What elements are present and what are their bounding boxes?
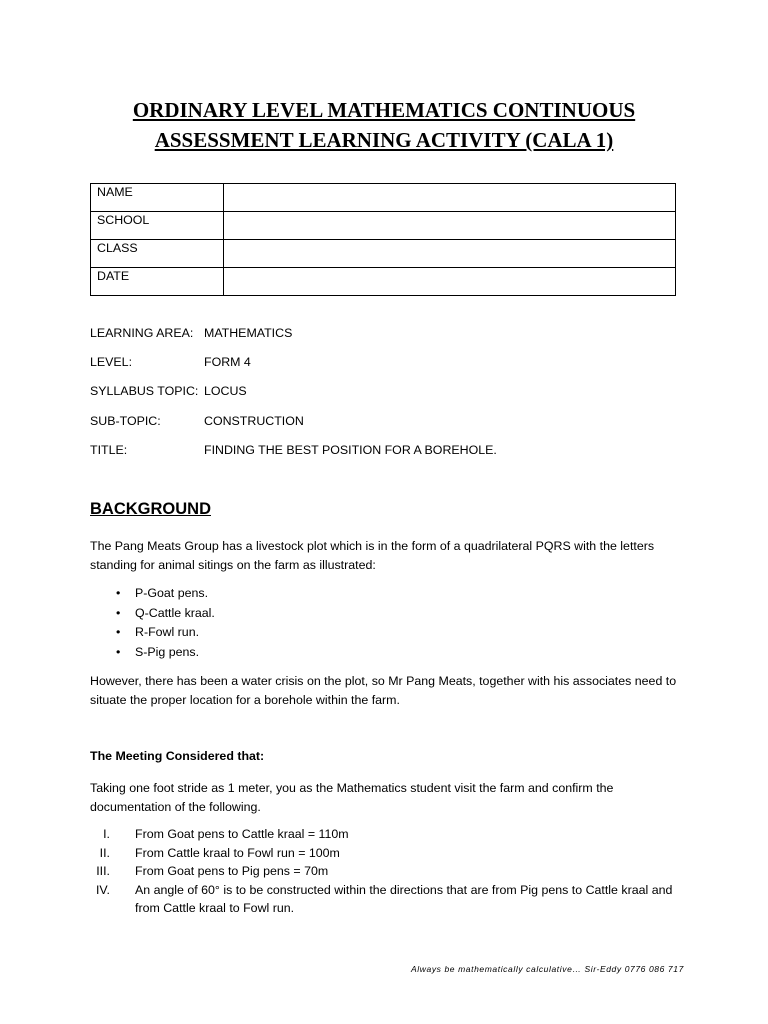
list-item-text: An angle of 60° is to be constructed within the directions that are from Pig pens to Cattle kraal and from Cattle kraal to Fowl run.	[135, 882, 673, 915]
list-item	[90, 584, 215, 604]
documentation-list	[90, 825, 690, 918]
list-number: III.	[96, 864, 110, 878]
meta-key: SYLLABUS TOPIC:	[90, 384, 199, 398]
name-field[interactable]	[224, 184, 676, 212]
meta-value: CONSTRUCTION	[204, 414, 304, 428]
meta-value: MATHEMATICS	[204, 326, 293, 340]
bullet-icon: •	[116, 586, 121, 600]
meeting-heading: The Meeting Considered that:	[90, 749, 265, 763]
page-footer: Always be mathematically calculative… Sir-Eddy 0776 086 717	[411, 964, 684, 974]
list-item-text: R-Fowl run.	[135, 625, 200, 639]
table-row	[91, 184, 676, 212]
meta-key: SUB-TOPIC:	[90, 414, 161, 428]
school-field[interactable]	[224, 212, 676, 240]
list-item	[90, 623, 215, 643]
list-item-text: From Goat pens to Cattle kraal = 110m	[135, 827, 349, 841]
list-number: I.	[103, 827, 110, 841]
meta-value: FINDING THE BEST POSITION FOR A BOREHOLE.	[204, 443, 497, 457]
list-item-text: From Cattle kraal to Fowl run = 100m	[135, 845, 340, 860]
meta-value: LOCUS	[204, 384, 247, 398]
meta-key: LEARNING AREA:	[90, 326, 194, 340]
meta-value: FORM 4	[204, 355, 251, 369]
date-field[interactable]	[224, 268, 676, 296]
list-number: II.	[99, 845, 110, 860]
bullet-icon: •	[116, 605, 121, 620]
student-info-table	[90, 183, 676, 296]
list-item	[90, 604, 215, 624]
list-item-text: P-Goat pens.	[135, 586, 209, 600]
list-item	[90, 881, 690, 918]
water-crisis-paragraph: However, there has been a water crisis on the plot, so Mr Pang Meats, together with his associates need to situate the proper location for a borehole within the farm.	[90, 674, 677, 707]
list-item-text: S-Pig pens.	[135, 644, 200, 659]
list-item	[90, 643, 215, 663]
list-number: IV.	[95, 882, 110, 897]
list-item	[90, 862, 690, 881]
table-row	[91, 212, 676, 240]
list-item	[90, 825, 690, 844]
class-label: CLASS	[91, 240, 224, 268]
background-intro: The Pang Meats Group has a livestock plot which is in the form of a quadrilateral PQRS with the letters standing for animal sitings on the farm as illustrated:	[90, 539, 655, 572]
table-row	[91, 268, 676, 296]
list-item-text: From Goat pens to Pig pens = 70m	[135, 864, 329, 878]
background-heading: BACKGROUND	[90, 500, 211, 518]
document-title-line-1: ORDINARY LEVEL MATHEMATICS CONTINUOUS	[132, 98, 636, 122]
date-label: DATE	[91, 268, 224, 296]
animal-sitings-list	[90, 584, 215, 662]
class-field[interactable]	[224, 240, 676, 268]
name-label: NAME	[91, 184, 224, 212]
bullet-icon: •	[116, 644, 121, 659]
document-title-line-2: ASSESSMENT LEARNING ACTIVITY (CALA 1)	[154, 128, 614, 152]
table-row	[91, 240, 676, 268]
meta-key: LEVEL:	[90, 355, 133, 369]
list-item-text: Q-Cattle kraal.	[135, 605, 215, 620]
school-label: SCHOOL	[91, 212, 224, 240]
bullet-icon: •	[116, 625, 121, 639]
meta-key: TITLE:	[90, 443, 128, 457]
meeting-intro: Taking one foot stride as 1 meter, you as the Mathematics student visit the farm and confirm the documentation of the following.	[90, 781, 614, 814]
list-item	[90, 844, 690, 863]
